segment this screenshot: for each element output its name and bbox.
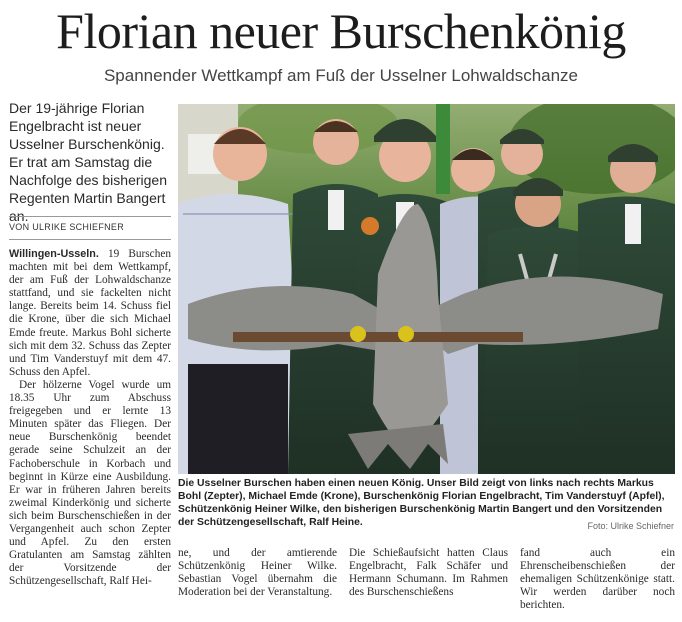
subheadline: Spannender Wettkampf am Fuß der Usselner Lohwaldschanze [103, 66, 579, 85]
author-byline: VON ULRIKE SCHIEFNER [9, 222, 125, 232]
paragraph-1 [9, 248, 171, 379]
divider [9, 216, 171, 217]
article-column-2: ne, und der amtierende Schützenkönig Heiner Wilke. Sebastian Vogel übernahm die Moderation bei der Veranstaltung. [178, 547, 337, 599]
article-column-4: fand auch ein Ehrenscheibenschießen der ehemaligen Schützenkönige statt. Wir werden darüber noch berichten. [520, 547, 675, 612]
photo-credit: Foto: Ulrike Schiefner [587, 521, 674, 531]
group-photo [178, 104, 675, 474]
lead-paragraph: Der 19-jährige Florian Engelbracht ist neuer Usselner Burschenkönig. Er trat am Samstag die Nachfolge des bisherigen Regenten Martin Bangert an. [9, 100, 167, 224]
article-column-3: Die Schießaufsicht hatten Claus Engelbracht, Falk Schäfer und Hermann Schumann. Im Rahmen des Burschenschießens [349, 547, 508, 599]
divider [9, 239, 171, 240]
paragraph-2: Der hölzerne Vogel wurde um 18.35 Uhr zum Abschuss freigegeben und er lernte 13 Minuten später das Fliegen. Der neue Burschenkönig beendet gerade seine Schulzeit an der Fachoberschule in Korbach und beginnt in Kürze eine Ausbildung. Er war in früheren Jahren bereits zweimal Kinderkönig und sicherte sich beim Burschenschießen in der Vergangenheit auch schon Zepter und Apfel. Zu den ersten Gratulanten am Samstag zählten der Vorsitzende der Schützengesellschaft, Ralf Hei- [9, 378, 171, 588]
dateline: Willingen-Usseln. [9, 248, 99, 260]
headline: Florian neuer Burschenkönig [56, 3, 626, 59]
paragraph-1-text: 19 Burschen machten mit bei dem Wettkampf, der am Fuß der Lohwaldschanze stattfand, und sie fackelten nicht lange. Bereits beim 14. Schuss fiel die Krone, über die sich Michael Emde freute. Markus Bohl sicherte sich mit dem 32. Schuss das Zepter und Tim Vanderstuyf mit dem 47. Schuss den Apfel. [9, 248, 171, 378]
photo-caption: Die Usselner Burschen haben einen neuen König. Unser Bild zeigt von links nach rechts Markus Bohl (Zepter), Michael Emde (Krone), Burschenkönig Florian Engelbracht, Tim Vanderstuyf (Apfel), Schützenkönig Heiner Wilke, den bisherigen Burschenkönig Martin Bangert und den Vorsitzenden der Schützengesellschaft, Ralf Heine. [178, 478, 665, 529]
article-column-1 [9, 248, 171, 588]
